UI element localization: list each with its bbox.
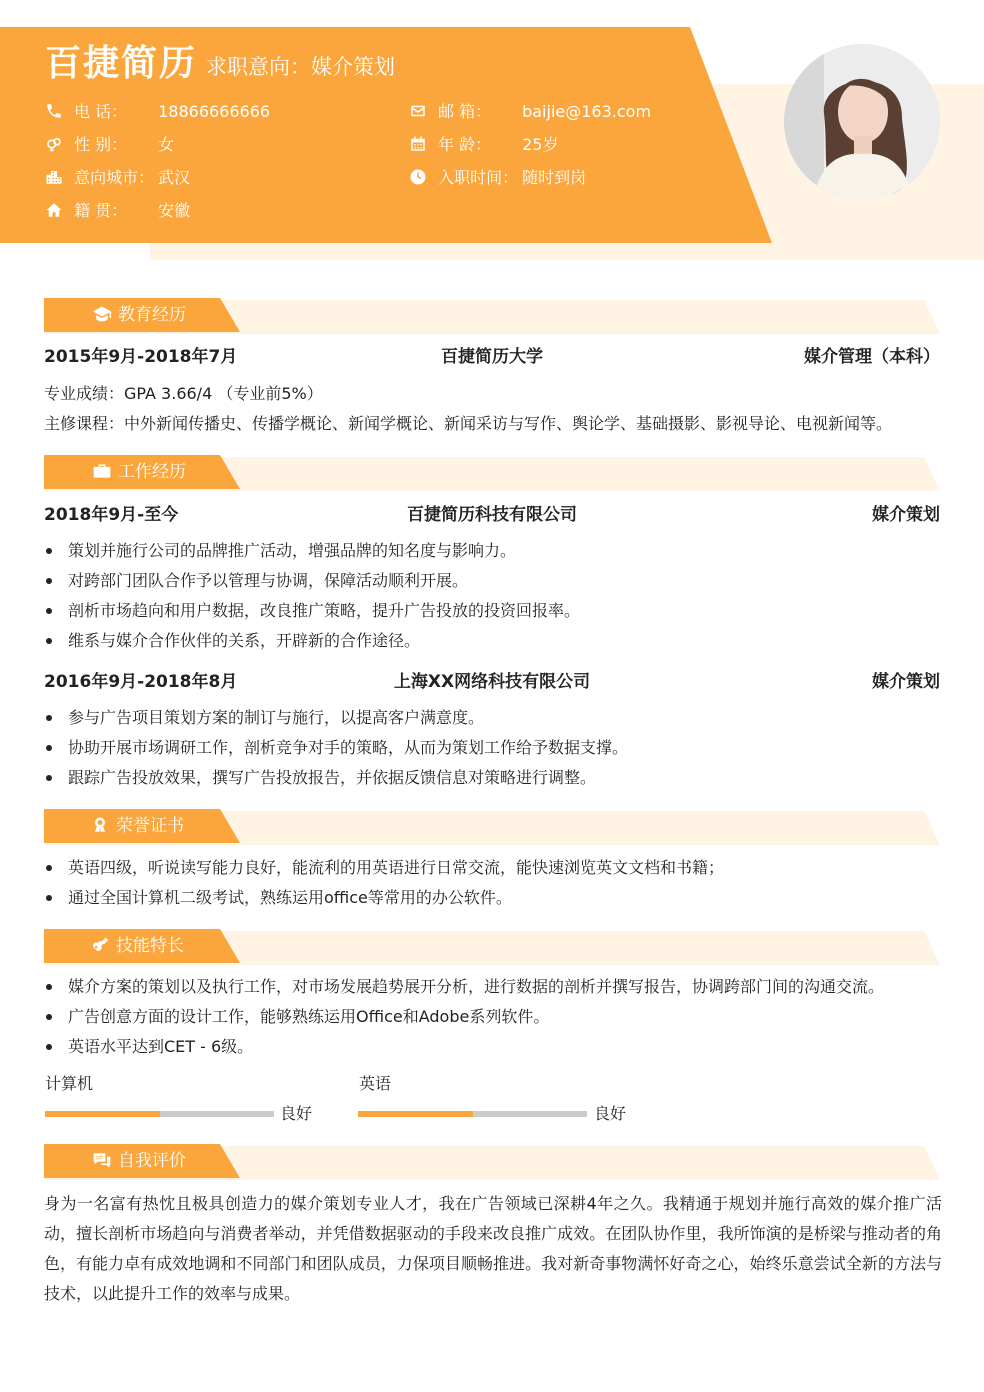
section-honors [44, 809, 940, 843]
section-title-self [92, 1148, 186, 1174]
profile-photo [784, 44, 940, 200]
self-evaluation-text: 身为一名富有热忱且极具创造力的媒介策划专业人才，我在广告领域已深耕4年之久。我精通于规划并施行高效的媒介推广活动，擅长剖析市场趋向与消费者举动，并凭借数据驱动的手段来改良推广成效。在团队协作里，我所饰演的是桥梁与推动者的角色，有能力卓有成效地调和不同部门和团队成员，力保项目顺畅推进。我对新奇事物满怀好奇之心，始终乐意尝试全新的方法与技术，以此提升工作的效率与成果。 [44, 1194, 942, 1303]
calendar-icon [409, 135, 427, 153]
list-item [44, 1035, 253, 1059]
skill-bar-fill [45, 1111, 160, 1117]
phone-value: 18866666666 [158, 102, 271, 121]
info-origin [45, 199, 190, 223]
section-title-skills-text: 技能特长 [116, 936, 184, 956]
chat-icon [92, 1151, 112, 1169]
gender-icon [45, 135, 63, 153]
list-item [44, 629, 420, 653]
list-item [44, 856, 724, 880]
work-role: 媒介策划 [872, 505, 940, 525]
email-value: baijie@163.com [522, 102, 652, 121]
list-item [44, 539, 516, 563]
city-label: 意向城市： [74, 168, 155, 187]
briefcase-icon [92, 462, 112, 480]
info-gender [45, 133, 174, 157]
work-row-1 [44, 501, 940, 529]
list-item [44, 706, 484, 730]
gender-value: 女 [158, 135, 175, 154]
list-item [44, 975, 884, 999]
section-title-honors [90, 813, 184, 839]
email-label: 邮 箱： [438, 102, 492, 121]
award-icon [90, 816, 110, 834]
list-item-text: 通过全国计算机二级考试，熟练运用office等常用的办公软件。 [68, 888, 512, 907]
skill-bar [45, 1111, 274, 1117]
city-value: 武汉 [158, 168, 191, 187]
list-item-text: 媒介方案的策划以及执行工作，对市场发展趋势展开分析，进行数据的剖析并撰写报告，协调跨部门间的沟通交流。 [68, 977, 885, 996]
section-title-self-text: 自我评价 [118, 1151, 186, 1171]
start-value: 随时到岗 [522, 168, 587, 187]
list-item-text: 剖析市场趋向和用户数据，改良推广策略，提升广告投放的投资回报率。 [68, 601, 581, 620]
work-company: 百捷简历科技有限公司 [407, 505, 577, 525]
list-item-text: 广告创意方面的设计工作，能够熟练运用Office和Adobe系列软件。 [68, 1007, 550, 1026]
list-item-text: 策划并施行公司的品牌推广活动，增强品牌的知名度与影响力。 [68, 541, 517, 560]
start-label: 入职时间： [438, 168, 519, 187]
home-icon [45, 201, 63, 219]
city-icon [45, 168, 63, 186]
gender-label: 性 别： [74, 135, 128, 154]
education-courses: 主修课程：中外新闻传播史、传播学概论、新闻学概论、新闻采访与写作、舆论学、基础摄影、影视导论、电视新闻等。 [44, 414, 893, 433]
phone-label: 电 话： [74, 102, 128, 121]
phone-icon [45, 102, 63, 120]
clock-icon [409, 168, 427, 186]
section-title-skills [90, 933, 184, 959]
list-item [44, 766, 596, 790]
mail-icon [409, 102, 427, 120]
list-item-text: 维系与媒介合作伙伴的关系，开辟新的合作途径。 [68, 631, 421, 650]
skill-level: 良好 [594, 1104, 627, 1123]
section-skills [44, 929, 940, 963]
resume-name: 百捷简历 [45, 43, 198, 84]
work-period: 2018年9月-至今 [44, 505, 179, 525]
work-row-2 [44, 668, 940, 696]
education-major: 媒介管理（本科） [804, 347, 940, 367]
info-start [409, 166, 586, 190]
section-title-work [92, 459, 186, 485]
skill-name: 计算机 [45, 1074, 94, 1093]
section-title-work-text: 工作经历 [118, 462, 186, 482]
section-self-evaluation [44, 1144, 940, 1178]
list-item [44, 736, 628, 760]
work-company: 上海XX网络科技有限公司 [393, 672, 591, 692]
list-item-text: 参与广告项目策划方案的制订与施行，以提高客户满意度。 [68, 708, 485, 727]
section-title-education-text: 教育经历 [118, 305, 186, 325]
list-item-text: 跟踪广告投放效果，撰写广告投放报告，并依据反馈信息对策略进行调整。 [68, 768, 597, 787]
education-school: 百捷简历大学 [441, 347, 543, 367]
section-work [44, 455, 940, 489]
education-period: 2015年9月-2018年7月 [44, 347, 238, 367]
work-period: 2016年9月-2018年8月 [44, 672, 238, 692]
guitar-icon [90, 936, 110, 954]
section-education [44, 298, 940, 332]
info-city [45, 166, 190, 190]
section-title-education [92, 302, 186, 328]
list-item [44, 599, 580, 623]
list-item-text: 英语四级，听说读写能力良好，能流利的用英语进行日常交流，能快速浏览英文文档和书籍； [68, 858, 725, 877]
education-row [44, 343, 940, 371]
skill-bar [358, 1111, 587, 1117]
list-item-text: 协助开展市场调研工作，剖析竞争对手的策略，从而为策划工作给予数据支撑。 [68, 738, 629, 757]
info-email [409, 100, 651, 124]
graduation-cap-icon [92, 305, 112, 323]
skill-level: 良好 [280, 1104, 313, 1123]
list-item [44, 569, 468, 593]
skill-name: 英语 [359, 1074, 392, 1093]
list-item-text: 英语水平达到CET - 6级。 [68, 1037, 254, 1056]
info-phone [45, 100, 270, 124]
info-age [409, 133, 558, 157]
list-item [44, 1005, 549, 1029]
job-intent: 求职意向：媒介策划 [206, 55, 395, 79]
list-item-text: 对跨部门团队合作予以管理与协调，保障活动顺利开展。 [68, 571, 469, 590]
skill-bar-fill [358, 1111, 473, 1117]
list-item [44, 886, 512, 910]
origin-value: 安徽 [158, 201, 191, 220]
education-gpa: 专业成绩：GPA 3.66/4 （专业前5%） [44, 384, 323, 403]
age-label: 年 龄： [438, 135, 492, 154]
age-value: 25岁 [522, 135, 559, 154]
section-title-honors-text: 荣誉证书 [116, 816, 184, 836]
work-role: 媒介策划 [872, 672, 940, 692]
origin-label: 籍 贯： [74, 201, 128, 220]
